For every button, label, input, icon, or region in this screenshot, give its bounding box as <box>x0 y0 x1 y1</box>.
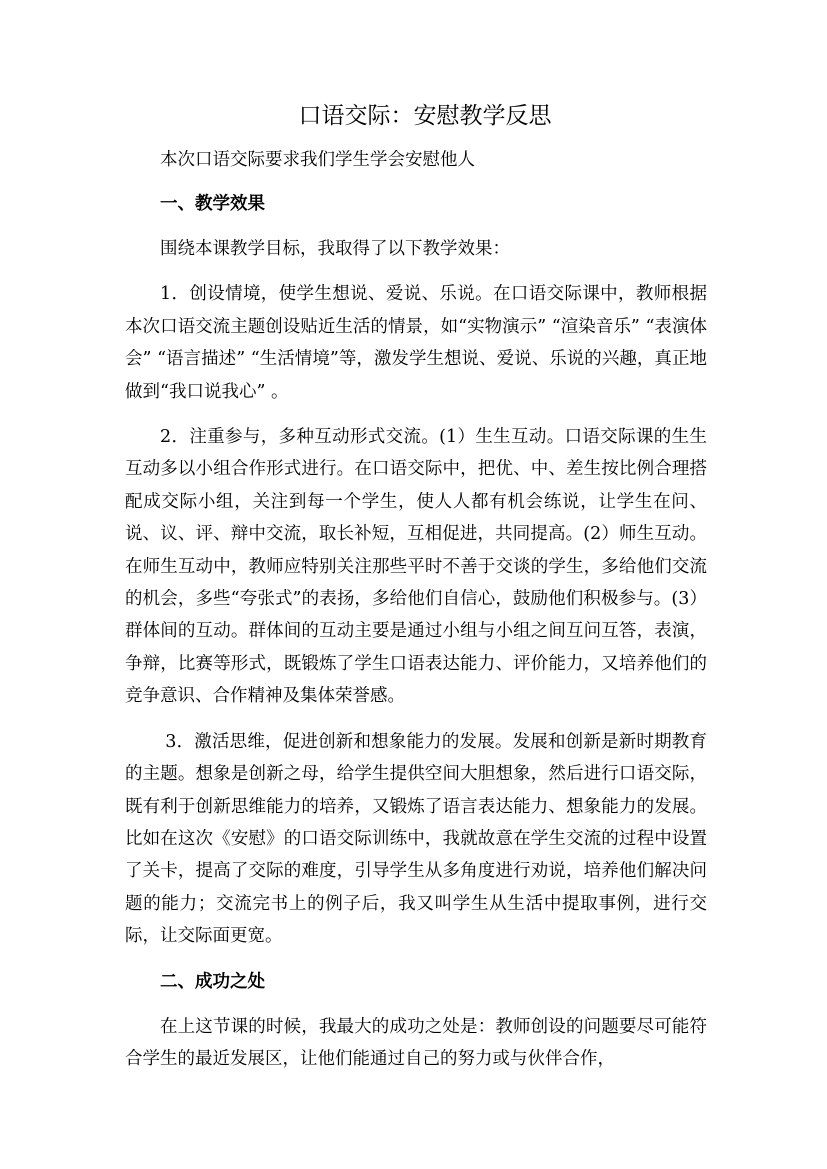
section-heading-success: 二、成功之处 <box>160 971 265 992</box>
section1-lead-paragraph: 围绕本课教学目标，我取得了以下教学效果： <box>160 239 510 259</box>
intro-paragraph: 本次口语交际要求我们学生学会安慰他人 <box>160 150 475 170</box>
section1-point-2: 2．注重参与，多种互动形式交流。(1）生生互动。口语交际课的生生互动多以小组合作形式进行。在口语交际中，把优、中、差生按比例合理搭配成交际小组，关注到每一个学生，使人人都有机会练说，让学生在问、说、议、评、辩中交流，取长补短，互相促进，共同提高。(2）师生互动。在师生互动中，教师应特别关注那些平时不善于交谈的学生，多给他们交流的机会，多些“夸张式”的表扬，多给他们自信心，鼓励他们积极参与。(3）群体间的互动。群体间的互动主要是通过小组与小组之间互问互答，表演，争辩，比赛等形式，既锻炼了学生口语表达能力、评价能力，又培养他们的竞争意识、合作精神及集体荣誉感。 <box>125 427 707 707</box>
document-page <box>125 94 707 1088</box>
document-title: 口语交际：安慰教学反思 <box>298 103 552 129</box>
section1-point-3: 3．激活思维，促进创新和想象能力的发展。发展和创新是新时期教育的主题。想象是创新之母，给学生提供空间大胆想象，然后进行口语交际，既有利于创新思维能力的培养，又锻炼了语言表达能力、想象能力的发展。比如在这次《安慰》的口语交际训练中，我就故意在学生交流的过程中设置了关卡，提高了交际的难度，引导学生从多角度进行劝说，培养他们解决问题的能力；交流完书上的例子后，我又叫学生从生活中提取事例，进行交际，让交际面更宽。 <box>125 731 707 947</box>
section-heading-teaching-effect: 一、教学效果 <box>160 194 265 214</box>
section2-paragraph-1: 在上这节课的时候，我最大的成功之处是：教师创设的问题要尽可能符合学生的最近发展区，让他们能通过自己的努力或与伙伴合作， <box>125 1016 707 1069</box>
section1-point-1: 1．创设情境，使学生想说、爱说、乐说。在口语交际课中，教师根据本次口语交流主题创设贴近生活的情景，如“实物演示” “渲染音乐” “表演体会” “语言描述” “生活情境”等，激发学生想说、爱说、乐说的兴趣，真正地做到“我口说我心” 。 <box>125 284 707 402</box>
